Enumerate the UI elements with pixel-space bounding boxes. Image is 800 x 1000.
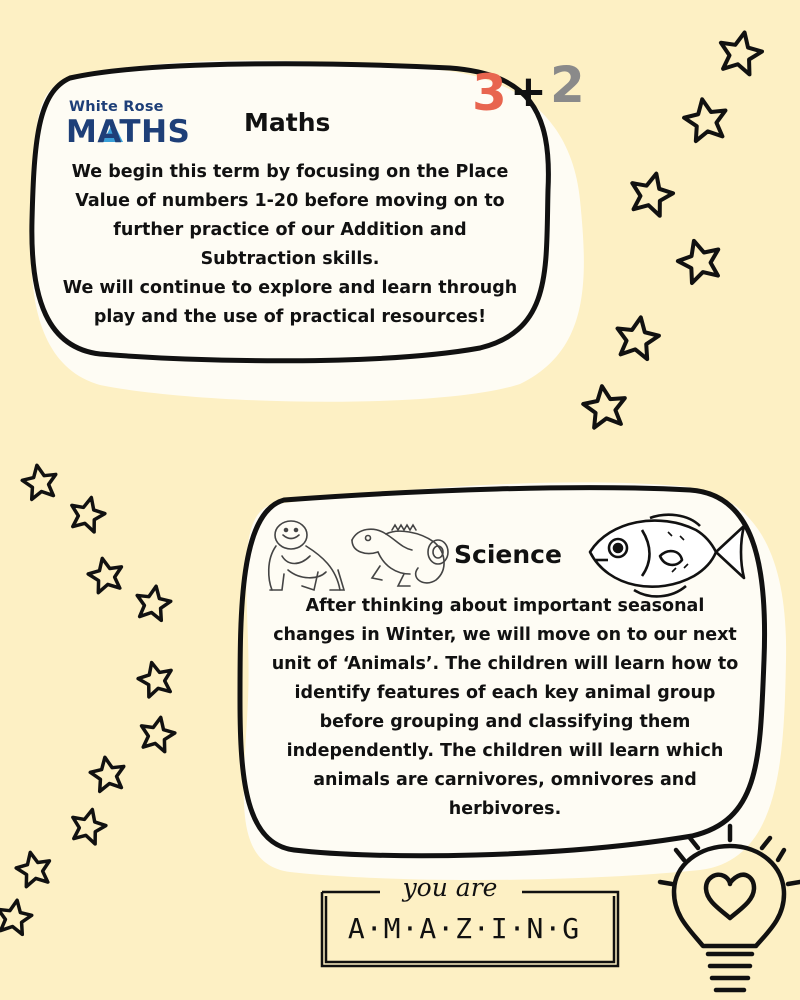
- star-icon: [613, 314, 661, 361]
- science-line: unit of ‘Animals’. The children will learn how to: [271, 654, 739, 674]
- digit-three: 3: [472, 64, 507, 122]
- badge-you-are: you are: [402, 873, 498, 902]
- science-line: before grouping and classifying them: [319, 712, 691, 732]
- star-icon: [88, 754, 127, 792]
- sum-doodle: [470, 56, 610, 136]
- star-icon: [0, 897, 34, 935]
- science-heading: Science: [454, 540, 562, 569]
- maths-line: We begin this term by focusing on the Place: [71, 162, 509, 182]
- white-rose-logo-top: White Rose: [69, 99, 164, 115]
- science-line: identify features of each key animal group: [294, 683, 716, 703]
- star-icon: [86, 555, 126, 594]
- star-icon: [67, 493, 108, 533]
- maths-heading: Maths: [244, 108, 331, 137]
- star-trail-left: [0, 462, 177, 935]
- science-line: After thinking about important seasonal: [305, 596, 705, 616]
- science-line: animals are carnivores, omnivores and: [313, 770, 697, 790]
- star-icon: [134, 583, 173, 621]
- badge-amazing: A·M·A·Z·I·N·G: [347, 912, 581, 945]
- star-icon: [716, 28, 765, 76]
- digit-two: 2: [550, 56, 585, 114]
- star-icon: [14, 849, 54, 888]
- star-icon: [626, 169, 676, 218]
- star-icon: [137, 714, 177, 753]
- star-icon: [20, 462, 59, 500]
- science-body: [252, 592, 758, 824]
- maths-line: Value of numbers 1-20 before moving on to: [75, 191, 505, 211]
- plus-sign: +: [510, 66, 547, 117]
- science-line: independently. The children will learn which: [286, 741, 724, 761]
- maths-line: We will continue to explore and learn through: [62, 278, 518, 298]
- star-icon: [674, 235, 725, 285]
- maths-body: [40, 158, 540, 332]
- maths-line: Subtraction skills.: [200, 249, 380, 269]
- science-line: herbivores.: [448, 799, 562, 819]
- white-rose-logo-main: MATHS: [66, 114, 191, 150]
- star-icon: [681, 96, 729, 143]
- science-line: changes in Winter, we will move on to our next: [273, 625, 737, 645]
- star-icon: [68, 805, 109, 845]
- maths-line: further practice of our Addition and: [113, 220, 467, 240]
- star-icon: [135, 658, 176, 698]
- maths-line: play and the use of practical resources!: [93, 307, 487, 327]
- star-icon: [581, 383, 628, 428]
